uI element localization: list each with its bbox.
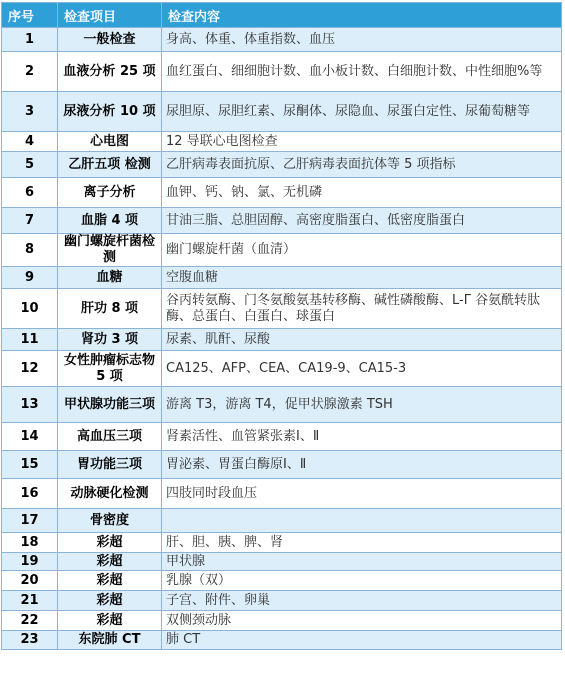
row-number: 21 <box>2 591 58 611</box>
row-content: 甲状腺 <box>162 553 562 571</box>
row-item: 彩超 <box>58 591 162 611</box>
row-number: 6 <box>2 178 58 208</box>
row-number: 1 <box>2 28 58 52</box>
row-item: 离子分析 <box>58 178 162 208</box>
table-row <box>2 387 562 423</box>
row-content: 双侧颈动脉 <box>162 611 562 631</box>
row-content: 胃泌素、胃蛋白酶原Ⅰ、Ⅱ <box>162 451 562 479</box>
row-content: 幽门螺旋杆菌（血清） <box>162 234 562 267</box>
row-content: 谷丙转氨酶、门冬氨酸氨基转移酶、碱性磷酸酶、L-Γ 谷氨酰转肽酶、总蛋白、白蛋白、球蛋白 <box>162 289 562 329</box>
row-number: 10 <box>2 289 58 329</box>
row-number: 15 <box>2 451 58 479</box>
row-number: 4 <box>2 132 58 152</box>
row-number: 18 <box>2 533 58 553</box>
row-content: 甘油三脂、总胆固醇、高密度脂蛋白、低密度脂蛋白 <box>162 208 562 234</box>
checkup-table <box>1 2 562 650</box>
row-number: 5 <box>2 152 58 178</box>
row-content: CA125、AFP、CEA、CA19-9、CA15-3 <box>162 351 562 387</box>
table-row <box>2 611 562 631</box>
row-item: 肾功 3 项 <box>58 329 162 351</box>
table-row <box>2 28 562 52</box>
row-item: 彩超 <box>58 553 162 571</box>
row-content: 肝、胆、胰、脾、肾 <box>162 533 562 553</box>
row-item: 彩超 <box>58 611 162 631</box>
row-number: 20 <box>2 571 58 591</box>
row-number: 11 <box>2 329 58 351</box>
row-content: 血钾、钙、钠、氯、无机磷 <box>162 178 562 208</box>
row-number: 22 <box>2 611 58 631</box>
row-item: 高血压三项 <box>58 423 162 451</box>
row-item: 心电图 <box>58 132 162 152</box>
table-row <box>2 289 562 329</box>
row-content: 身高、体重、体重指数、血压 <box>162 28 562 52</box>
row-item: 尿液分析 10 项 <box>58 92 162 132</box>
row-content: 四肢同时段血压 <box>162 479 562 509</box>
table-row <box>2 423 562 451</box>
table-body <box>2 28 562 650</box>
row-item: 血液分析 25 项 <box>58 52 162 92</box>
table-row <box>2 351 562 387</box>
table-row <box>2 92 562 132</box>
row-content: 12 导联心电图检查 <box>162 132 562 152</box>
table-row <box>2 533 562 553</box>
table-row <box>2 553 562 571</box>
row-number: 13 <box>2 387 58 423</box>
row-content: 肾素活性、血管紧张素Ⅰ、Ⅱ <box>162 423 562 451</box>
header-item: 检查项目 <box>58 3 162 28</box>
row-number: 16 <box>2 479 58 509</box>
header-no: 序号 <box>2 3 58 28</box>
table-row <box>2 234 562 267</box>
row-item: 胃功能三项 <box>58 451 162 479</box>
row-content: 乙肝病毒表面抗原、乙肝病毒表面抗体等 5 项指标 <box>162 152 562 178</box>
table-row <box>2 451 562 479</box>
row-item: 甲状腺功能三项 <box>58 387 162 423</box>
row-item: 女性肿瘤标志物 5 项 <box>58 351 162 387</box>
table-row <box>2 329 562 351</box>
row-content: 肺 CT <box>162 631 562 650</box>
table-row <box>2 52 562 92</box>
row-number: 7 <box>2 208 58 234</box>
row-item: 幽门螺旋杆菌检测 <box>58 234 162 267</box>
table-row <box>2 509 562 533</box>
table-row <box>2 591 562 611</box>
row-item: 血脂 4 项 <box>58 208 162 234</box>
row-number: 12 <box>2 351 58 387</box>
row-content: 尿胆原、尿胆红素、尿酮体、尿隐血、尿蛋白定性、尿葡萄糖等 <box>162 92 562 132</box>
row-content: 游离 T3，游离 T4，促甲状腺激素 TSH <box>162 387 562 423</box>
row-item: 血糖 <box>58 267 162 289</box>
row-content: 空腹血糖 <box>162 267 562 289</box>
header-row <box>2 3 562 28</box>
row-item: 骨密度 <box>58 509 162 533</box>
row-item: 肝功 8 项 <box>58 289 162 329</box>
row-content: 子宫、附件、卵巢 <box>162 591 562 611</box>
row-item: 彩超 <box>58 533 162 553</box>
row-number: 2 <box>2 52 58 92</box>
table-row <box>2 152 562 178</box>
row-item: 彩超 <box>58 571 162 591</box>
table-row <box>2 267 562 289</box>
table-row <box>2 479 562 509</box>
row-item: 一般检查 <box>58 28 162 52</box>
table-row <box>2 178 562 208</box>
row-item: 东院肺 CT <box>58 631 162 650</box>
row-number: 23 <box>2 631 58 650</box>
row-number: 3 <box>2 92 58 132</box>
table-row <box>2 208 562 234</box>
row-item: 动脉硬化检测 <box>58 479 162 509</box>
row-number: 9 <box>2 267 58 289</box>
row-content: 血红蛋白、细细胞计数、血小板计数、白细胞计数、中性细胞%等 <box>162 52 562 92</box>
table-row <box>2 571 562 591</box>
row-number: 19 <box>2 553 58 571</box>
row-content: 乳腺（双） <box>162 571 562 591</box>
row-number: 8 <box>2 234 58 267</box>
row-number: 17 <box>2 509 58 533</box>
table-row <box>2 631 562 650</box>
row-number: 14 <box>2 423 58 451</box>
row-content <box>162 509 562 533</box>
header-content: 检查内容 <box>162 3 562 28</box>
table-row <box>2 132 562 152</box>
row-item: 乙肝五项 检测 <box>58 152 162 178</box>
row-content: 尿素、肌酐、尿酸 <box>162 329 562 351</box>
